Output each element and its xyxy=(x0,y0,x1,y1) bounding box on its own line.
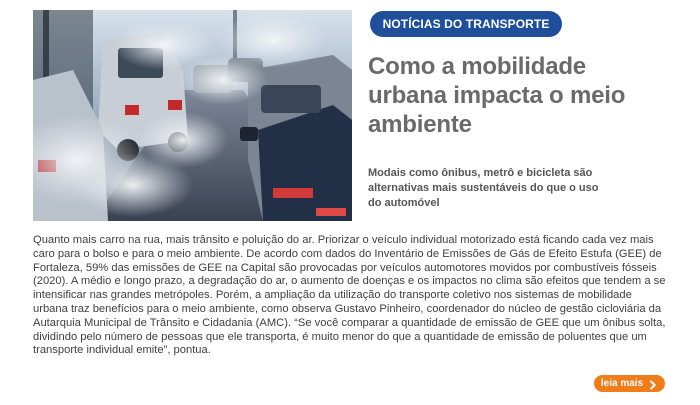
chevron-right-icon xyxy=(648,379,658,389)
article-image xyxy=(33,10,352,221)
article-subtitle: Modais como ônibus, metrô e bicicleta são alternativas mais sustentáveis do que o uso do automóvel xyxy=(368,167,599,209)
article-title: Como a mobilidade urbana impacta o meio ambiente xyxy=(368,53,626,138)
read-more-label: leia mais xyxy=(600,378,644,389)
article-body: Quanto mais carro na rua, mais trânsito e poluição do ar. Priorizar o veículo individual motorizado está ficando cada vez mais caro para o bolso e para o meio ambiente. De acordo com dados do Inventário de Emissões de Gás de Efeito Estufa (GEE) de Fortaleza, 59% das emissões de GEE na Capital são provocadas por veículos automotores movidos por combustíveis fósseis (2020). A médio e longo prazo, a degradação do ar, o aumento de doenças e os impactos no clima são efeitos que tendem a se intensificar nas grandes metrópoles. Porém, a ampliação da utilização do transporte coletivo nos sistemas de mobilidade urbana traz benefícios para o meio ambiente, como observa Gustavo Pinheiro, coordenador do núcleo de gestão cicloviária da Autarquia Municipal de Trânsito e Cidadania (AMC). “Se você comparar a quantidade de emissão de GEE que um ônibus solta, dividindo pelo número de pessoas que ele transporta, é muito menor do que a quantidade de emissão de poluentes que um transporte individual emite”, pontua. xyxy=(33,234,666,357)
category-badge: NOTÍCIAS DO TRANSPORTE xyxy=(370,11,562,37)
read-more-button[interactable] xyxy=(594,375,665,392)
